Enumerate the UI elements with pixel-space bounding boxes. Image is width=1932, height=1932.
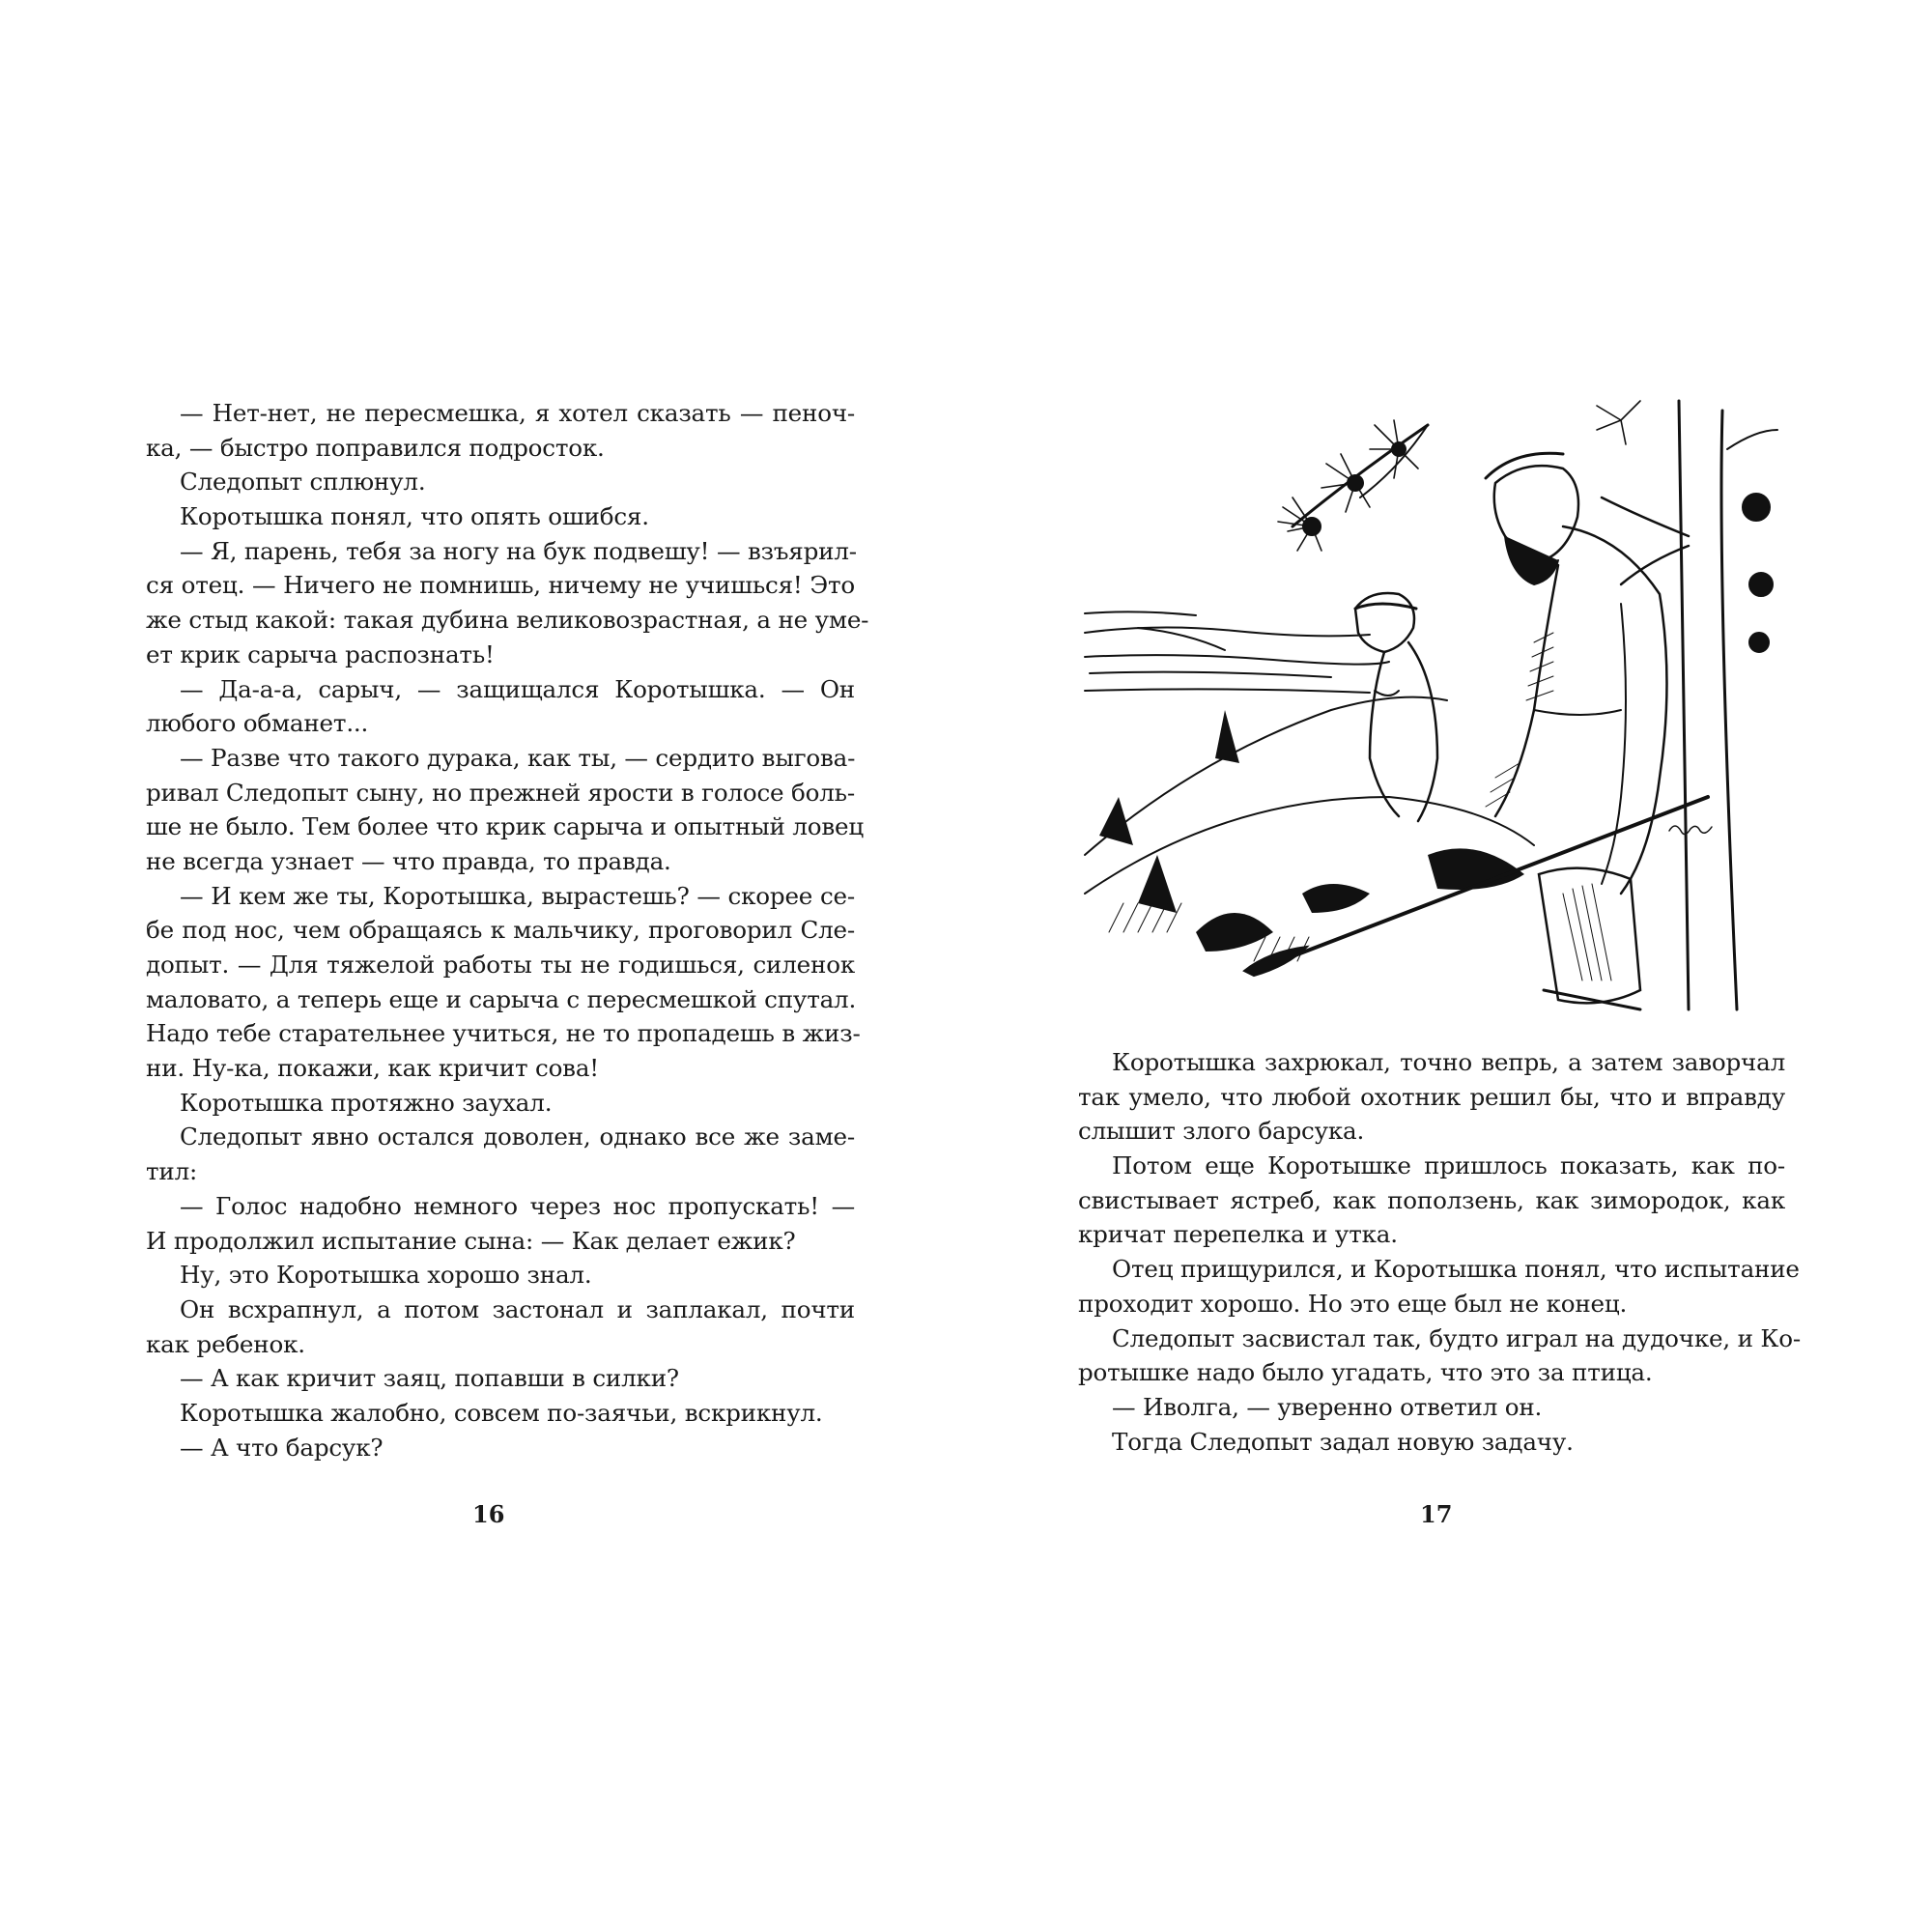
text-line: Надо тебе старательнее учиться, не то пропадешь в жиз- xyxy=(146,1019,861,1048)
text-line: кричат перепелка и утка. xyxy=(1078,1220,1398,1249)
text-line: бе под нос, чем обращаясь к мальчику, проговорил Сле- xyxy=(146,916,855,945)
text-line: — А как кричит заяц, попавши в силки? xyxy=(180,1364,679,1393)
text-line: же стыд какой: такая дубина великовозрастная, а не уме- xyxy=(146,606,869,635)
text-line: ротышке надо было угадать, что это за птица. xyxy=(1078,1358,1653,1387)
text-line: маловато, а теперь еще и сарыча с пересмешкой спутал. xyxy=(146,984,857,1013)
text-line: Тогда Следопыт задал новую задачу. xyxy=(1112,1427,1574,1456)
page-number-left: 16 xyxy=(472,1500,505,1528)
text-line: — Разве что такого дурака, как ты, — сердито выгова- xyxy=(180,743,856,772)
text-line: Отец прищурился, и Коротышка понял, что испытание xyxy=(1112,1255,1800,1284)
text-line: Коротышка протяжно заухал. xyxy=(180,1088,553,1117)
text-line: Коротышка понял, что опять ошибся. xyxy=(180,502,649,531)
text-line: ривал Следопыт сыну, но прежней ярости в голосе боль- xyxy=(146,778,855,807)
text-line: ся отец. — Ничего не помнишь, ничему не учишься! Это xyxy=(146,571,855,600)
text-line: как ребенок. xyxy=(146,1329,305,1358)
right-page-text xyxy=(1078,1045,1801,1459)
text-line: Следопыт явно остался доволен, однако все же заме- xyxy=(180,1122,855,1151)
text-line: любого обманет... xyxy=(146,709,369,738)
text-line: — Да-а-а, сарыч, — защищался Коротышка. — Он xyxy=(180,674,855,703)
text-line: слышит злого барсука. xyxy=(1078,1117,1365,1146)
text-line: тил: xyxy=(146,1157,198,1186)
text-line: — Голос надобно немного через нос пропускать! — xyxy=(180,1191,855,1220)
text-line: ни. Ну-ка, покажи, как кричит сова! xyxy=(146,1054,599,1083)
text-line: ет крик сарыча распознать! xyxy=(146,639,495,668)
text-line: не всегда узнает — что правда, то правда. xyxy=(146,846,671,875)
text-line: ше не было. Тем более что крик сарыча и опытный ловец xyxy=(146,812,865,841)
text-line: — Нет-нет, не пересмешка, я хотел сказать — пеноч- xyxy=(180,399,855,427)
text-line: — Я, парень, тебя за ногу на бук подвешу! — взъярил- xyxy=(180,536,857,565)
text-line: — Иволга, — уверенно ответил он. xyxy=(1112,1392,1543,1421)
text-line: проходит хорошо. Но это еще был не конец. xyxy=(1078,1289,1628,1318)
illustration-hunter-and-boy xyxy=(1080,391,1790,1014)
text-line: Он всхрапнул, а потом застонал и заплакал, почти xyxy=(180,1294,855,1323)
text-line: Коротышка жалобно, совсем по-заячьи, вскрикнул. xyxy=(180,1398,823,1427)
text-line: И продолжил испытание сына: — Как делает ежик? xyxy=(146,1226,796,1255)
text-line: Потом еще Коротышке пришлось показать, как по- xyxy=(1112,1151,1785,1180)
text-line: Следопыт сплюнул. xyxy=(180,468,426,497)
text-line: ка, — быстро поправился подросток. xyxy=(146,433,605,462)
ink-drawing-icon xyxy=(1080,391,1790,1014)
text-line: так умело, что любой охотник решил бы, что и вправду xyxy=(1078,1082,1785,1111)
text-line: — И кем же ты, Коротышка, вырастешь? — скорее се- xyxy=(180,881,855,910)
text-line: Следопыт засвистал так, будто играл на дудочке, и Ко- xyxy=(1112,1323,1801,1352)
text-line: — А что барсук? xyxy=(180,1433,384,1462)
text-line: Коротышка захрюкал, точно вепрь, а затем заворчал xyxy=(1112,1048,1785,1076)
text-line: свистывает ястреб, как поползень, как зимородок, как xyxy=(1078,1185,1785,1214)
page-number-right: 17 xyxy=(1420,1500,1453,1528)
text-line: Ну, это Коротышка хорошо знал. xyxy=(180,1261,592,1290)
text-line: допыт. — Для тяжелой работы ты не годишься, силенок xyxy=(146,951,855,979)
left-page-text xyxy=(146,396,869,1464)
